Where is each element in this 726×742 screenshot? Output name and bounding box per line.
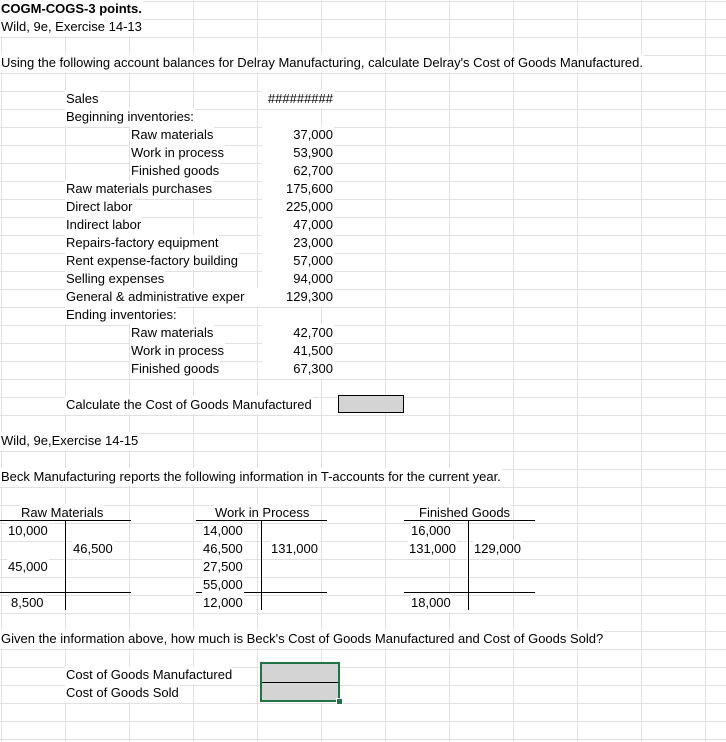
sales-label: Sales <box>66 91 99 106</box>
general-admin-value[interactable]: 129,300 <box>262 288 334 306</box>
wip-balance[interactable]: 12,000 <box>203 595 243 610</box>
end-raw-materials-value[interactable]: 42,700 <box>262 324 334 342</box>
raw-materials-t-title: Raw Materials <box>21 505 104 520</box>
raw-materials-debit-1[interactable]: 10,000 <box>8 523 48 538</box>
wip-t-title: Work in Process <box>215 505 310 520</box>
cogm-label: Cost of Goods Manufactured <box>66 667 233 682</box>
indirect-labor-label: Indirect labor <box>66 217 142 232</box>
exercise-1-subtitle: Wild, 9e, Exercise 14-13 <box>1 19 142 34</box>
end-finished-goods-value[interactable]: 67,300 <box>262 360 334 378</box>
fill-handle[interactable] <box>336 698 343 705</box>
exercise-2-intro: Beck Manufacturing reports the following information in T-accounts for the current year. <box>1 469 501 484</box>
rent-expense-label: Rent expense-factory building <box>66 253 238 268</box>
finished-goods-t-balance-line <box>404 592 535 593</box>
cogm-answer-cell[interactable] <box>338 395 404 413</box>
exercise-2-question: Given the information above, how much is Beck's Cost of Goods Manufactured and Cost of Goods Sold? <box>1 631 604 646</box>
beg-work-in-process-value[interactable]: 53,900 <box>262 144 334 162</box>
exercise-2-subtitle: Wild, 9e,Exercise 14-15 <box>1 433 139 448</box>
raw-materials-debit-2[interactable]: 45,000 <box>8 559 48 574</box>
end-work-in-process-value[interactable]: 41,500 <box>262 342 334 360</box>
finished-goods-debit-2[interactable]: 131,000 <box>409 541 456 556</box>
rent-expense-value[interactable]: 57,000 <box>262 252 334 270</box>
end-work-in-process-label: Work in process <box>131 343 224 358</box>
active-cell-selection <box>260 662 340 702</box>
beg-raw-materials-label: Raw materials <box>131 127 214 142</box>
repairs-label: Repairs-factory equipment <box>66 235 219 250</box>
wip-debit-1[interactable]: 14,000 <box>203 523 243 538</box>
ending-inventories-label: Ending inventories: <box>66 307 177 322</box>
raw-materials-credit-1[interactable]: 46,500 <box>73 541 113 556</box>
end-raw-materials-label: Raw materials <box>131 325 214 340</box>
beg-finished-goods-label: Finished goods <box>131 163 220 178</box>
wip-debit-2[interactable]: 46,500 <box>203 541 243 556</box>
beg-raw-materials-value[interactable]: 37,000 <box>262 126 334 144</box>
beginning-inventories-label: Beginning inventories: <box>66 109 194 124</box>
finished-goods-debit-1[interactable]: 16,000 <box>411 523 451 538</box>
selling-expenses-value[interactable]: 94,000 <box>262 270 334 288</box>
raw-materials-t-divider <box>65 520 66 610</box>
direct-labor-value[interactable]: 225,000 <box>262 198 334 216</box>
raw-materials-purchases-label: Raw materials purchases <box>66 181 212 196</box>
wip-debit-4[interactable]: 55,000 <box>203 577 243 592</box>
indirect-labor-value[interactable]: 47,000 <box>262 216 334 234</box>
cogs-label: Cost of Goods Sold <box>66 685 179 700</box>
finished-goods-balance[interactable]: 18,000 <box>411 595 451 610</box>
beg-work-in-process-label: Work in process <box>131 145 224 160</box>
calc-cogm-label: Calculate the Cost of Goods Manufactured <box>66 397 312 412</box>
wip-t-divider <box>261 520 262 610</box>
repairs-value[interactable]: 23,000 <box>262 234 334 252</box>
finished-goods-t-title: Finished Goods <box>419 505 511 520</box>
exercise-1-instruction: Using the following account balances for Delray Manufacturing, calculate Delray's Cost of Goods Manufactured. <box>1 55 643 70</box>
finished-goods-t-top-line <box>404 520 535 521</box>
wip-credit[interactable]: 131,000 <box>271 541 318 556</box>
finished-goods-credit[interactable]: 129,000 <box>474 541 521 556</box>
direct-labor-label: Direct labor <box>66 199 133 214</box>
sheet-title: COGM-COGS-3 points. <box>1 1 142 16</box>
beg-finished-goods-value[interactable]: 62,700 <box>262 162 334 180</box>
selling-expenses-label: Selling expenses <box>66 271 165 286</box>
raw-materials-purchases-value[interactable]: 175,600 <box>262 180 334 198</box>
sales-value[interactable]: ######### <box>262 90 334 108</box>
raw-materials-balance[interactable]: 8,500 <box>11 595 44 610</box>
wip-debit-3[interactable]: 27,500 <box>203 559 243 574</box>
general-admin-label: General & administrative exper <box>65 288 277 306</box>
end-finished-goods-label: Finished goods <box>131 361 220 376</box>
raw-materials-t-balance-line <box>0 592 131 593</box>
finished-goods-t-divider <box>468 520 469 610</box>
